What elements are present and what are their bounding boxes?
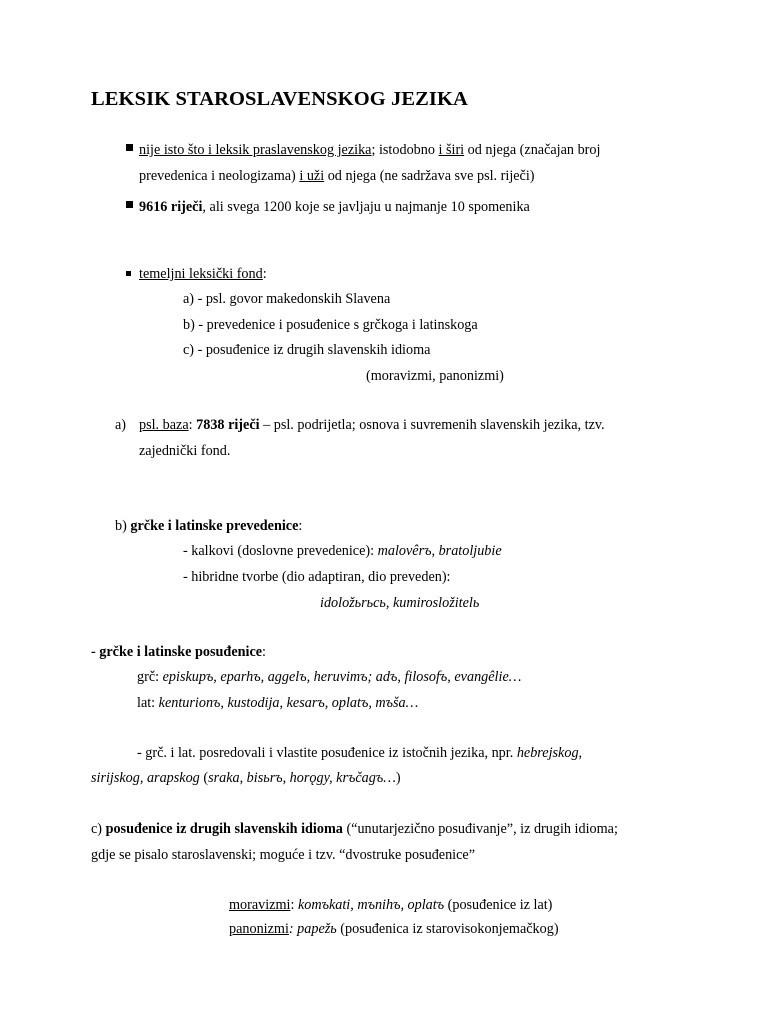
hibridne-line: - hibridne tvorbe (dio adaptiran, dio preveden): [183,569,451,585]
kalkovi-examples: malovêrъ, bratoljubie [377,543,502,559]
section-c-line-2: gdje se pisalo staroslavenski; moguće i tzv. “dvostruke posuđenice” [91,847,476,863]
section-a-line-1: psl. baza: 7838 riječi – psl. podrijetla; osnova i suvremenih slavenskih jezika, tzv. [139,417,605,433]
small-square-bullet-icon [126,271,131,276]
posudenice-heading: - grčke i latinske posuđenice: [91,644,266,660]
section-a-marker: a) [115,417,127,433]
fond-item-c: c) - posuđenice iz drugih slavenskih idioma [183,342,431,358]
lat-examples-line: lat: kenturionъ, kustodija, kesarъ, oplatъ, mъša… [137,695,419,711]
bullet-2-line: 9616 riječi, ali svega 1200 koje se javljaju u najmanje 10 spomenika [139,199,530,215]
section-b-heading: b) grčke i latinske prevedenice: [115,518,303,534]
section-a-line-2: zajednički fond. [139,443,231,459]
fond-item-a: a) - psl. govor makedonskih Slavena [183,291,391,307]
grc-examples-line: grč: episkupъ, eparhъ, aggelъ, heruvimъ; adъ, filosofъ, evangêlie… [137,669,522,685]
moravizmi-line: moravizmi: komъkati, тъnihъ, oplatъ (posuđenice iz lat) [229,897,553,913]
bullet-1-underlined-phrase: nije isto što i leksik praslavenskog jezika [139,142,372,158]
kalkovi-line: - kalkovi (doslovne prevedenice): malovêrъ, bratoljubie [183,543,502,559]
section-c-line-1: c) posuđenice iz drugih slavenskih idioma (“unutarjezično posuđivanje”, iz drugih idioma; [91,821,618,837]
fond-item-b: b) - prevedenice i posuđenice s grčkoga i latinskoga [183,317,478,333]
bullet-1-line-1: nije isto što i leksik praslavenskog jezika; istodobno i širi od njega (značajan broj [139,142,601,158]
psl-baza-label: psl. baza [139,417,189,433]
temeljni-fond-label: temeljni leksički fond [139,266,263,282]
posredovali-line-2: sirijskog, arapskog (sraka, bisьrъ, horǫgy, krъčagъ…) [91,770,401,786]
square-bullet-icon [126,201,133,208]
panonizmi-label: panonizmi [229,921,289,937]
moravizmi-label: moravizmi [229,897,291,913]
panonizmi-line: panonizmi: papežь (posuđenica iz starovisokonjemačkog) [229,921,559,937]
hibridne-examples: idoložьrьcь, kumirosložitelь [320,595,480,611]
bullet-1-uzi: i uži [299,168,325,184]
bullet-3-line: temeljni leksički fond: [139,266,267,282]
posredovali-line-1: - grč. i lat. posredovali i vlastite posuđenice iz istočnih jezika, npr. hebrejskog, [137,745,583,761]
page-title: LEKSIK STAROSLAVENSKOG JEZIKA [91,88,468,110]
fond-note: (moravizmi, panonizmi) [366,368,504,384]
bullet-1-line-2: prevedenica i neologizama) i uži od njega (ne sadržava sve psl. riječi) [139,168,535,184]
word-count: 9616 riječi [139,199,203,215]
square-bullet-icon [126,144,133,151]
bullet-1-siri: i širi [438,142,465,158]
